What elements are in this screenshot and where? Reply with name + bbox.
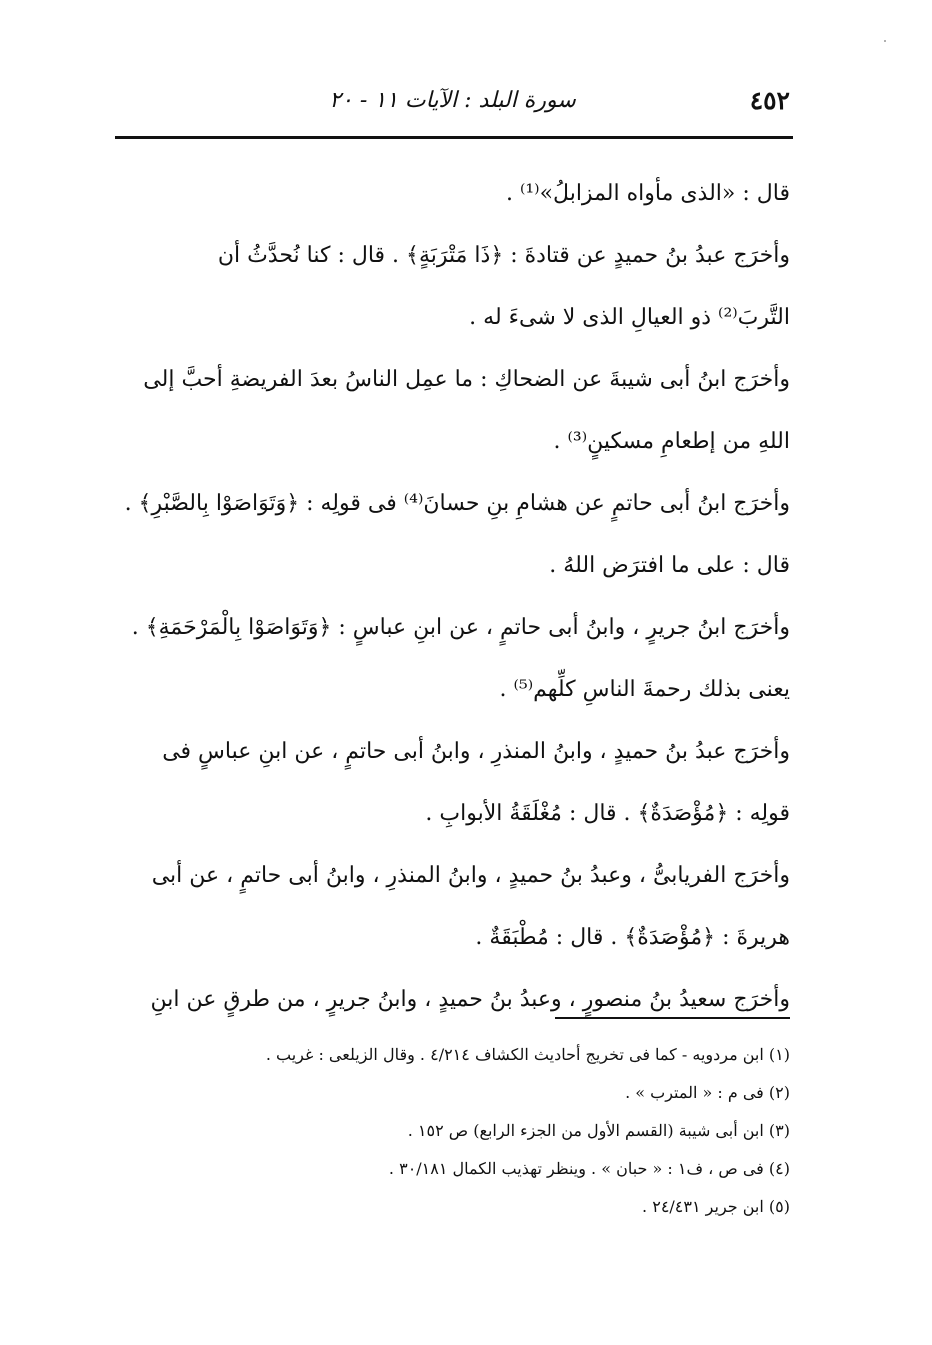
text-line: قال : على ما افترَض اللهُ .: [549, 553, 790, 578]
text-line: اللهِ من إطعامِ مسكينٍ⁽³⁾ .: [553, 429, 790, 454]
text-line: هريرةَ : ﴿مُؤْصَدَةٌ﴾ . قال : مُطْبَقَةٌ .: [475, 925, 790, 950]
footnote-rule: [555, 1017, 790, 1019]
paragraph-2: [115, 225, 790, 349]
text-line: قال : «الذى مأواه المزابلُ»⁽¹⁾ .: [505, 181, 790, 206]
text-line: وأخرَج عبدُ بنُ حميدٍ عن قتادةَ : ﴿ذَا مَتْرَبَةٍ﴾ . قال : كنا نُحدَّثُ أن: [217, 243, 790, 268]
footnote-4: (٤) فى ص ، ف١ : « حبان » . وينظر تهذيب الكمال ٣٠/١٨١ .: [388, 1159, 790, 1178]
page-header: [115, 80, 790, 130]
text-line: قولِه : ﴿مُؤْصَدَةٌ﴾ . قال : مُغْلَقَةُ الأبوابِ .: [425, 801, 790, 826]
footnote-1: (١) ابن مردويه - كما فى تخريج أحاديث الكشاف ٤/٢١٤ . وقال الزيلعى : غريب .: [265, 1045, 790, 1064]
paragraph-6: [115, 721, 790, 845]
footnote-2: (٢) فى م : « المترب » .: [625, 1083, 790, 1102]
text-line: يعنى بذلك رحمةَ الناسِ كلِّهم⁽⁵⁾ .: [499, 677, 790, 702]
running-title: سورة البلد : الآيات ١١ - ٢٠: [329, 88, 576, 113]
text-line: التَّربَ⁽²⁾ ذو العيالِ الذى لا شىءَ له .: [469, 305, 790, 330]
paragraph-8: [115, 969, 790, 1031]
text-line: وأخرَج سعيدُ بنُ منصورٍ ، وعبدُ بنُ حميدٍ ، وابنُ جريرٍ ، من طرقٍ عن ابنِ: [150, 987, 790, 1012]
text-line: وأخرَج عبدُ بنُ حميدٍ ، وابنُ المنذرِ ، وابنُ أبى حاتمٍ ، عن ابنِ عباسٍ فى: [162, 739, 790, 764]
text-line: وأخرَج الفريابىُّ ، وعبدُ بنُ حميدٍ ، وابنُ المنذرِ ، وابنُ أبى حاتمٍ ، عن أبى: [151, 863, 790, 888]
page-number: ٤٥٢: [749, 86, 790, 115]
footnote-5: (٥) ابن جرير ٢٤/٤٣١ .: [642, 1197, 790, 1216]
paragraph-3: [115, 349, 790, 473]
header-rule: [115, 136, 793, 139]
paragraph-7: [115, 845, 790, 969]
paragraph-1: [115, 163, 790, 225]
paragraph-4: [115, 473, 790, 597]
footnote-3: (٣) ابن أبى شيبة (القسم الأول من الجزء الرابع) ص ١٥٢ .: [407, 1121, 790, 1140]
scan-speck: [884, 40, 886, 42]
text-line: وأخرَج ابنُ أبى حاتمٍ عن هشامِ بنِ حسانَ⁽⁴⁾ فى قولِه : ﴿وَتَوَاصَوْا بِالصَّبْرِ﴾ .: [124, 491, 790, 516]
footnotes: [115, 1036, 790, 1226]
main-text: [115, 163, 790, 1031]
text-line: وأخرَج ابنُ أبى شيبةَ عن الضحاكِ : ما عمِل الناسُ بعدَ الفريضةِ أحبَّ إلى: [143, 367, 790, 392]
paragraph-5: [115, 597, 790, 721]
text-line: وأخرَج ابنُ جريرٍ ، وابنُ أبى حاتمٍ ، عن ابنِ عباسٍ : ﴿وَتَوَاصَوْا بِالْمَرْحَمَةِ﴾ .: [131, 615, 790, 640]
